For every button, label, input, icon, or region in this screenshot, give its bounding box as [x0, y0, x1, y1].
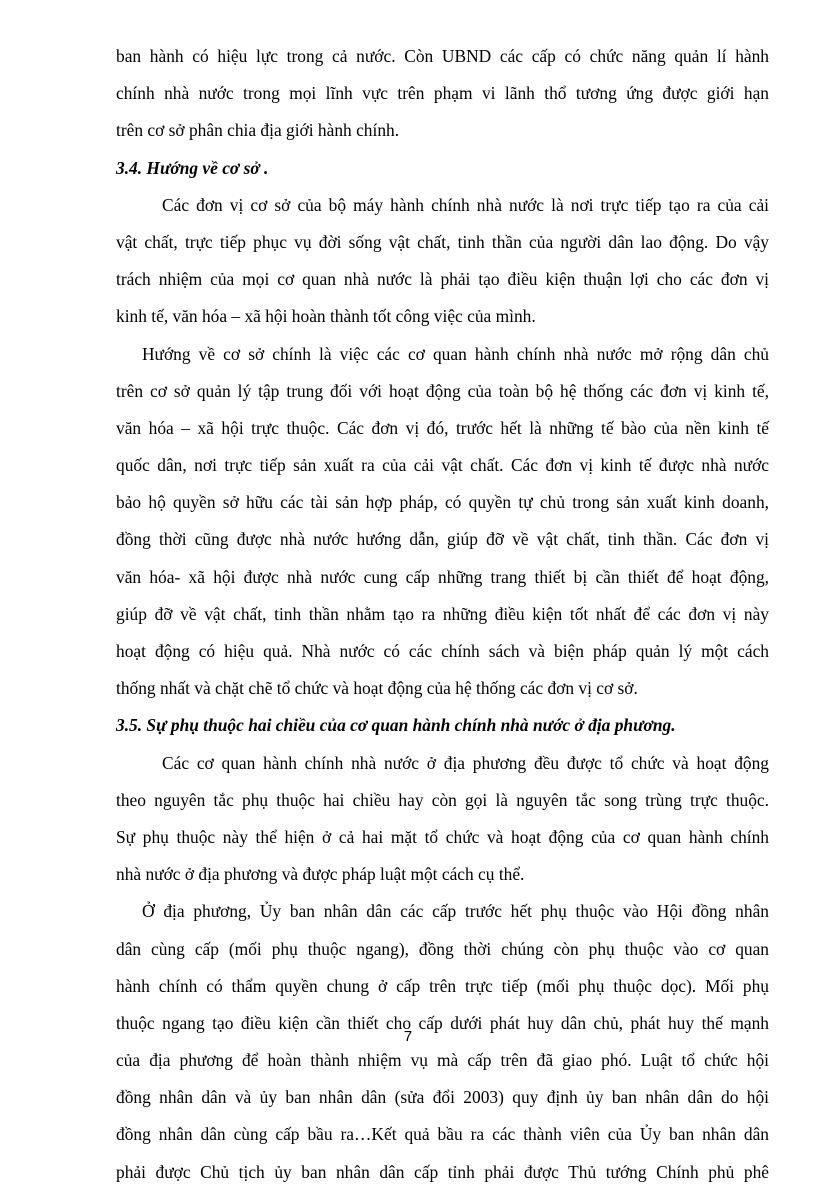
paragraph-line: đồng thời cũng được nhà nước hướng dẫn, giúp đỡ về vật chất, tinh thần. Các đơn vị — [116, 529, 769, 550]
paragraph-line: văn hóa- xã hội được nhà nước cung cấp những trang thiết bị cần thiết để hoạt động, — [116, 566, 769, 587]
paragraph-line: đồng nhân dân và ủy ban nhân dân (sửa đổi 2003) quy định ủy ban nhân dân do hội — [116, 1087, 769, 1108]
paragraph-line: Các đơn vị cơ sở của bộ máy hành chính nhà nước là nơi trực tiếp tạo ra của cải — [162, 194, 769, 215]
paragraph-line: thống nhất và chặt chẽ tổ chức và hoạt động của hệ thống các đơn vị cơ sở. — [116, 678, 638, 699]
paragraph-line: ban hành có hiệu lực trong cả nước. Còn UBND các cấp có chức năng quản lí hành — [116, 46, 769, 66]
paragraph-line: thuộc ngang tạo điều kiện cần thiết cho cấp dưới phát huy dân chủ, phát huy thế mạnh — [116, 1012, 769, 1033]
paragraph-line: văn hóa – xã hội trực thuộc. Các đơn vị đó, trước hết là những tế bào của nền kinh tế — [116, 417, 769, 438]
section-heading-3-4: 3.4. Hướng về cơ sở . — [116, 157, 269, 178]
paragraph-line: nhà nước ở địa phương và được pháp luật một cách cụ thể. — [116, 864, 525, 885]
section-heading-3-5: 3.5. Sự phụ thuộc hai chiều của cơ quan hành chính nhà nước ở địa phương. — [116, 715, 676, 736]
paragraph-line: Ở địa phương, Ủy ban nhân dân các cấp trước hết phụ thuộc vào Hội đồng nhân — [142, 901, 769, 922]
paragraph-line: vật chất, trực tiếp phục vụ đời sống vật chất, tinh thần của người dân lao động. Do vậy — [116, 231, 769, 252]
paragraph-line: quốc dân, nơi trực tiếp sản xuất ra của cải vật chất. Các đơn vị kinh tế được nhà nước — [116, 455, 769, 476]
paragraph-line: Hướng về cơ sở chính là việc các cơ quan hành chính nhà nước mở rộng dân chủ — [142, 343, 769, 364]
paragraph-line: trên cơ sở phân chia địa giới hành chính. — [116, 120, 400, 141]
paragraph-line: giúp đỡ về vật chất, tinh thần nhằm tạo ra những điều kiện tốt nhất để các đơn vị này — [116, 603, 769, 624]
paragraph-line: Sự phụ thuộc này thể hiện ở cả hai mặt tổ chức và hoạt động của cơ quan hành chính — [116, 826, 769, 847]
paragraph-line: dân cùng cấp (mối phụ thuộc ngang), đồng thời chúng còn phụ thuộc vào cơ quan — [116, 938, 769, 959]
page-number: 7 — [403, 1028, 413, 1045]
paragraph-line: đồng nhân dân cùng cấp bầu ra…Kết quả bầu ra các thành viên của Ủy ban nhân dân — [116, 1124, 769, 1145]
paragraph-line: trách nhiệm của mọi cơ quan nhà nước là phải tạo điều kiện thuận lợi cho các đơn vị — [116, 269, 769, 290]
paragraph-line: của địa phương để hoàn thành nhiệm vụ mà cấp trên đã giao phó. Luật tổ chức hội — [116, 1050, 769, 1071]
paragraph-line: phải được Chủ tịch ủy ban nhân dân cấp tỉnh phải được Thủ tướng Chính phủ phê — [116, 1161, 769, 1182]
paragraph-line: bảo hộ quyền sở hữu các tài sản hợp pháp, có quyền tự chủ trong sản xuất kinh doanh, — [116, 492, 769, 513]
paragraph-line: Các cơ quan hành chính nhà nước ở địa phương đều được tổ chức và hoạt động — [162, 752, 769, 773]
paragraph-line: hành chính có thẩm quyền chung ở cấp trên trực tiếp (mối phụ thuộc dọc). Mối phụ — [116, 975, 769, 996]
document-body — [116, 38, 769, 1191]
paragraph-line: trên cơ sở quản lý tập trung đối với hoạt động của toàn bộ hệ thống các đơn vị kinh tế, — [116, 380, 769, 401]
paragraph-line: hoạt động có hiệu quả. Nhà nước có các chính sách và biện pháp quản lý một cách — [116, 641, 769, 661]
paragraph-line: chính nhà nước trong mọi lĩnh vực trên phạm vi lãnh thổ tương ứng được giới hạn — [116, 83, 769, 104]
paragraph-line: kinh tế, văn hóa – xã hội hoàn thành tốt công việc của mình. — [116, 306, 536, 327]
paragraph-line: theo nguyên tắc phụ thuộc hai chiều hay còn gọi là nguyên tắc song trùng trực thuộc. — [116, 789, 769, 810]
